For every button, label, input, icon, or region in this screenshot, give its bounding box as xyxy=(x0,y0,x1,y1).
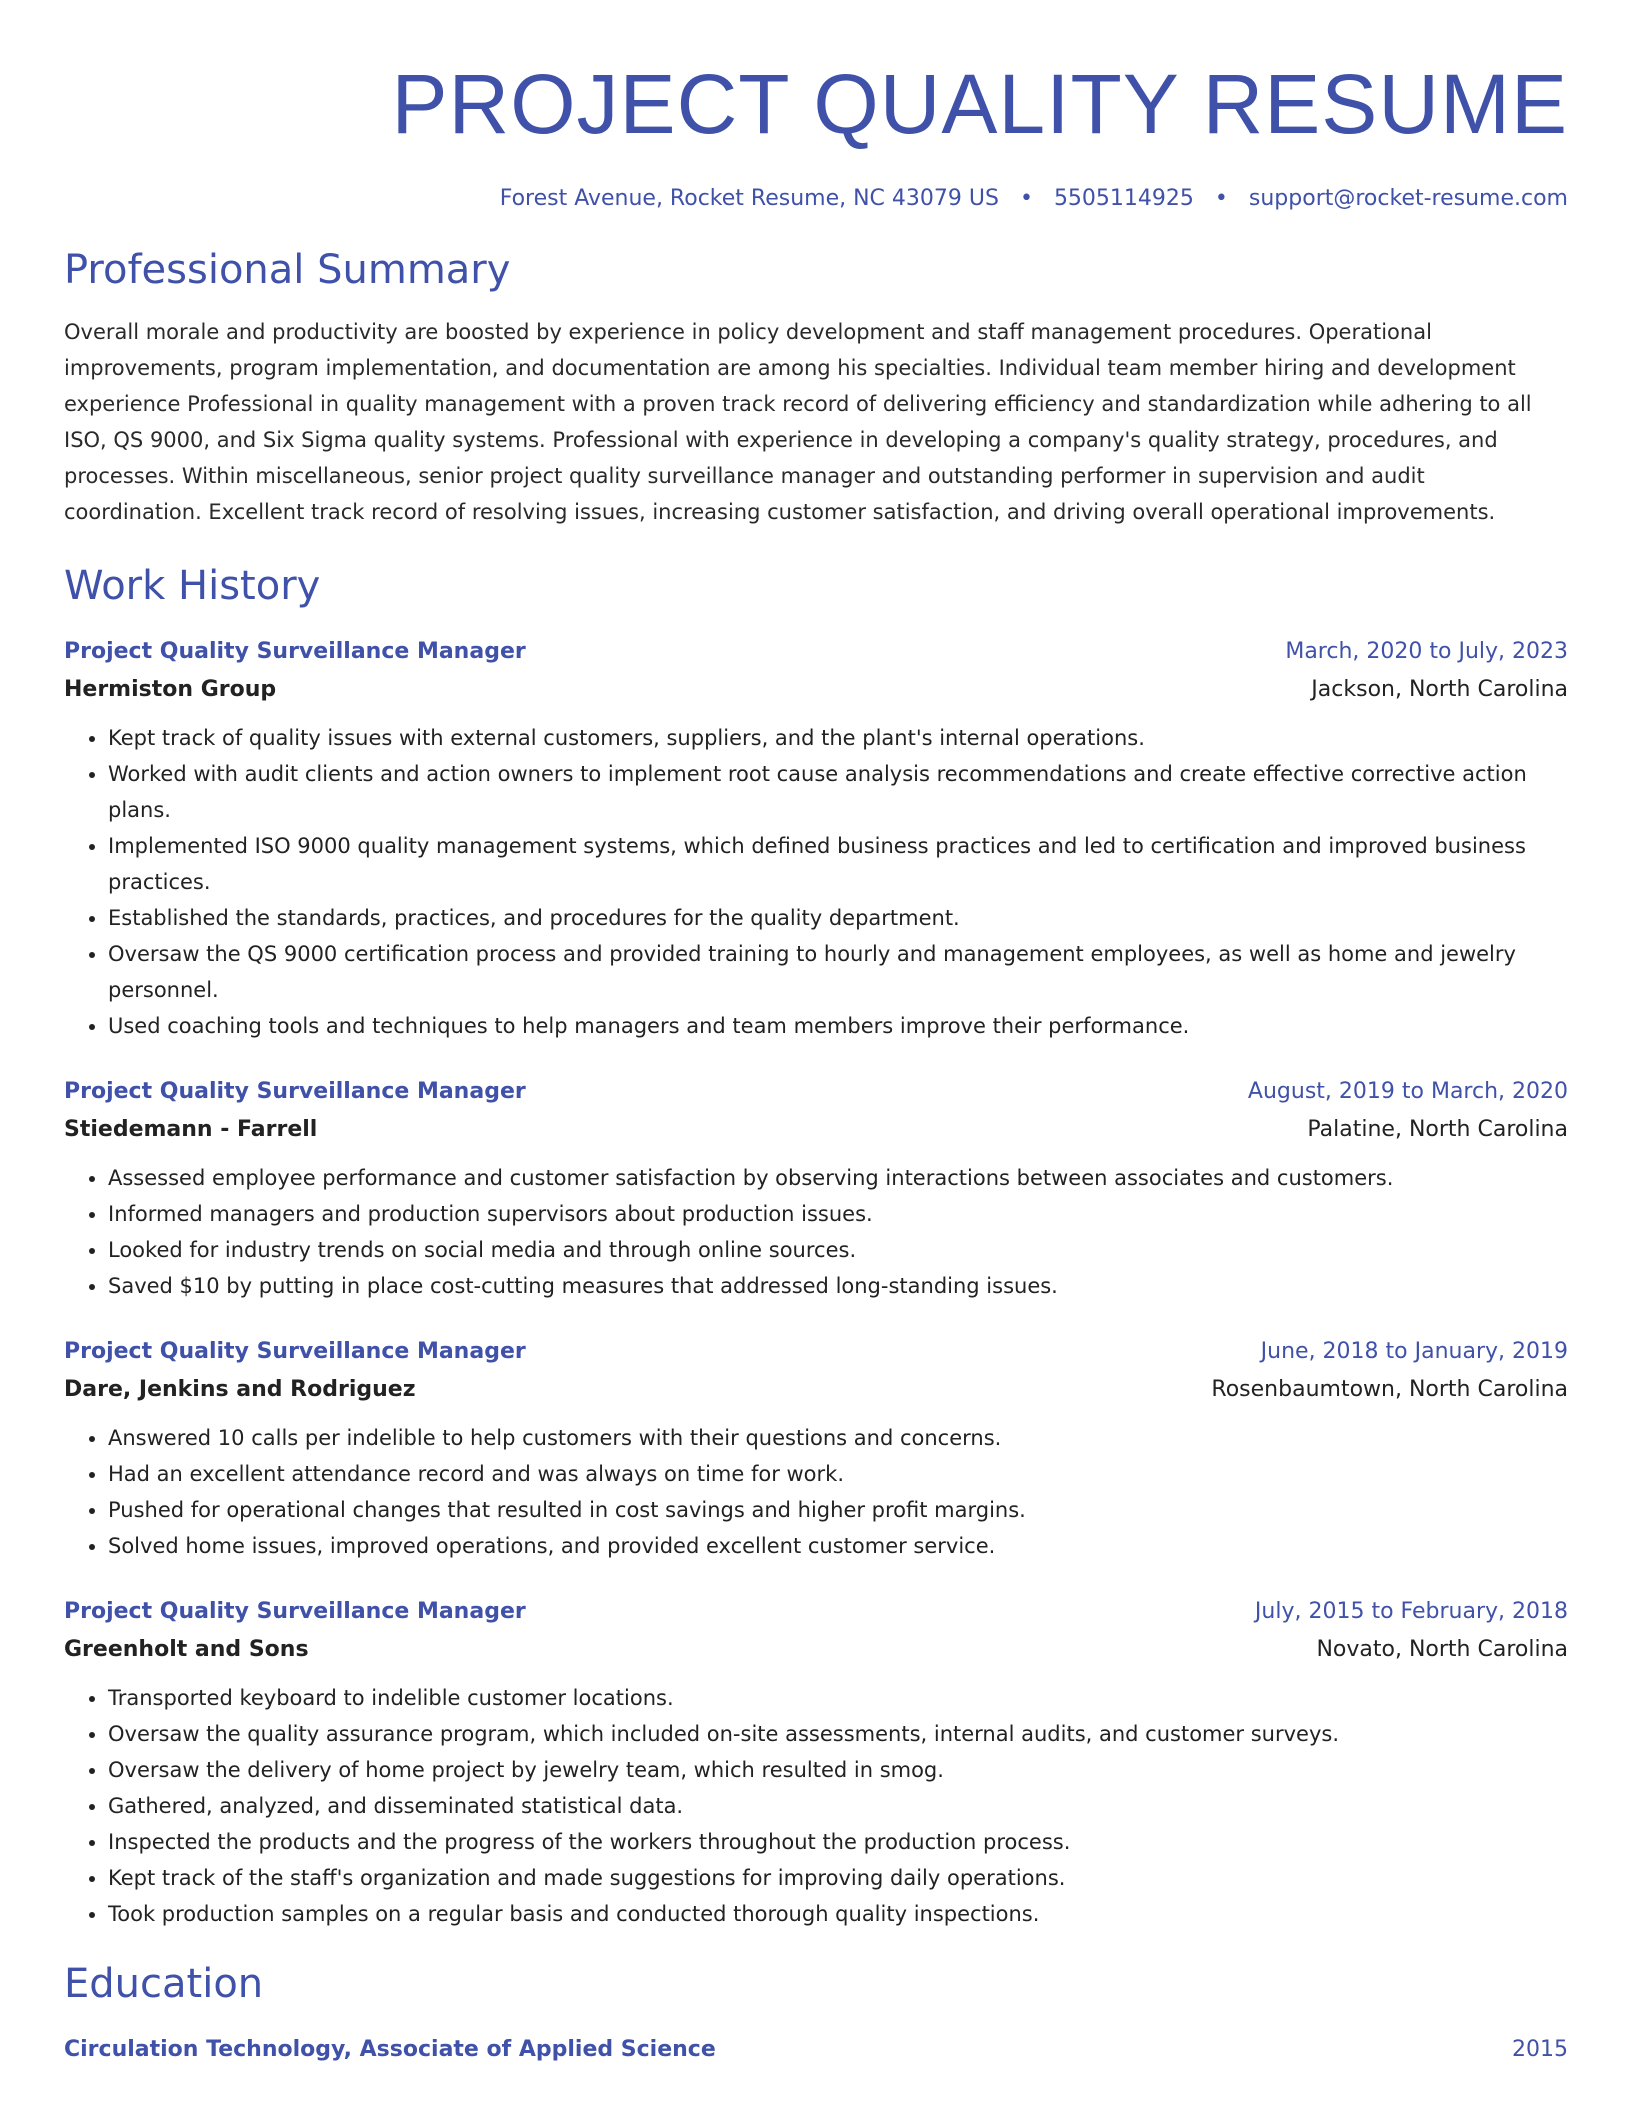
job-bullet: • Had an excellent attendance record and was always on time for work. xyxy=(108,1456,1568,1492)
job-bullet: • Assessed employee performance and customer satisfaction by observing interactions between associates and customers. xyxy=(108,1160,1568,1196)
job-company: Greenholt and Sons xyxy=(64,1637,309,1662)
job-bullet: • Looked for industry trends on social media and through online sources. xyxy=(108,1232,1568,1268)
education-degree: Circulation Technology, Associate of Applied Science xyxy=(64,2037,716,2062)
contact-address: Forest Avenue, Rocket Resume, NC 43079 US xyxy=(499,186,999,211)
job-company: Dare, Jenkins and Rodriguez xyxy=(64,1377,416,1402)
job-bullet: • Gathered, analyzed, and disseminated statistical data. xyxy=(108,1788,1568,1824)
job-location: Jackson, North Carolina xyxy=(1311,677,1568,702)
job-title: Project Quality Surveillance Manager xyxy=(64,1599,526,1624)
job-bullet: • Inspected the products and the progress of the workers throughout the production process. xyxy=(108,1824,1568,1860)
job-bullets xyxy=(64,1420,1568,1564)
job-bullet: • Kept track of quality issues with external customers, suppliers, and the plant's internal operations. xyxy=(108,720,1568,756)
job-bullet: • Established the standards, practices, and procedures for the quality department. xyxy=(108,900,1568,936)
job-entry xyxy=(64,634,1568,1044)
education-entry xyxy=(64,2032,1568,2068)
job-bullet: • Oversaw the QS 9000 certification process and provided training to hourly and management employees, as well as home and jewelry personnel. xyxy=(108,936,1568,1008)
resume-page xyxy=(64,0,1568,2068)
job-dates: March, 2020 to July, 2023 xyxy=(1285,639,1568,664)
job-title: Project Quality Surveillance Manager xyxy=(64,1079,526,1104)
resume-name: PROJECT QUALITY RESUME xyxy=(391,57,1568,151)
contact-phone: 5505114925 xyxy=(1053,186,1194,211)
job-bullet: • Saved $10 by putting in place cost-cutting measures that addressed long-standing issues. xyxy=(108,1268,1568,1304)
education-year: 2015 xyxy=(1512,2037,1568,2062)
job-entry xyxy=(64,1334,1568,1564)
summary-text: Overall morale and productivity are boosted by experience in policy development and staff management procedures. Operational improvements, program implementation, and documentation are among his specialties. Individual team member hiring and development experience Professional in quality management with a proven track record of delivering efficiency and standardization while adhering to all ISO, QS 9000, and Six Sigma quality systems. Professional with experience in developing a company's quality strategy, procedures, and processes. Within miscellaneous, senior project quality surveillance manager and outstanding performer in supervision and audit coordination. Excellent track record of resolving issues, increasing customer satisfaction, and driving overall operational improvements. xyxy=(64,320,1532,524)
work-history-heading: Work History xyxy=(64,563,321,609)
job-bullets xyxy=(64,1680,1568,1932)
job-bullet: • Transported keyboard to indelible customer locations. xyxy=(108,1680,1568,1716)
job-entry xyxy=(64,1594,1568,1932)
job-bullet: • Solved home issues, improved operations, and provided excellent customer service. xyxy=(108,1528,1568,1564)
job-location: Palatine, North Carolina xyxy=(1307,1117,1568,1142)
job-dates: August, 2019 to March, 2020 xyxy=(1247,1079,1568,1104)
contact-line xyxy=(64,184,1568,214)
job-company: Stiedemann - Farrell xyxy=(64,1117,318,1142)
education-heading: Education xyxy=(64,1961,264,2007)
contact-separator: • xyxy=(1214,186,1228,211)
job-bullet: • Kept track of the staff's organization and made suggestions for improving daily operations. xyxy=(108,1860,1568,1896)
job-bullet: • Took production samples on a regular basis and conducted thorough quality inspections. xyxy=(108,1896,1568,1932)
job-dates: July, 2015 to February, 2018 xyxy=(1254,1599,1568,1624)
job-bullet: • Oversaw the delivery of home project by jewelry team, which resulted in smog. xyxy=(108,1752,1568,1788)
job-location: Novato, North Carolina xyxy=(1316,1637,1568,1662)
summary-heading: Professional Summary xyxy=(64,247,511,293)
job-bullet: • Pushed for operational changes that resulted in cost savings and higher profit margins. xyxy=(108,1492,1568,1528)
contact-email: support@rocket-resume.com xyxy=(1248,186,1568,211)
job-bullet: • Worked with audit clients and action owners to implement root cause analysis recommendations and create effective corrective action plans. xyxy=(108,756,1568,828)
contact-separator: • xyxy=(1019,186,1033,211)
job-title: Project Quality Surveillance Manager xyxy=(64,1339,526,1364)
job-company: Hermiston Group xyxy=(64,677,277,702)
job-title: Project Quality Surveillance Manager xyxy=(64,639,526,664)
job-bullet: • Oversaw the quality assurance program, which included on-site assessments, internal audits, and customer surveys. xyxy=(108,1716,1568,1752)
job-bullet: • Used coaching tools and techniques to help managers and team members improve their performance. xyxy=(108,1008,1568,1044)
job-bullet: • Implemented ISO 9000 quality management systems, which defined business practices and led to certification and improved business practices. xyxy=(108,828,1568,900)
job-bullet: • Informed managers and production supervisors about production issues. xyxy=(108,1196,1568,1232)
job-entry xyxy=(64,1074,1568,1304)
job-location: Rosenbaumtown, North Carolina xyxy=(1211,1377,1568,1402)
job-bullets xyxy=(64,720,1568,1044)
job-bullet: • Answered 10 calls per indelible to help customers with their questions and concerns. xyxy=(108,1420,1568,1456)
job-dates: June, 2018 to January, 2019 xyxy=(1260,1339,1568,1364)
job-bullets xyxy=(64,1160,1568,1304)
